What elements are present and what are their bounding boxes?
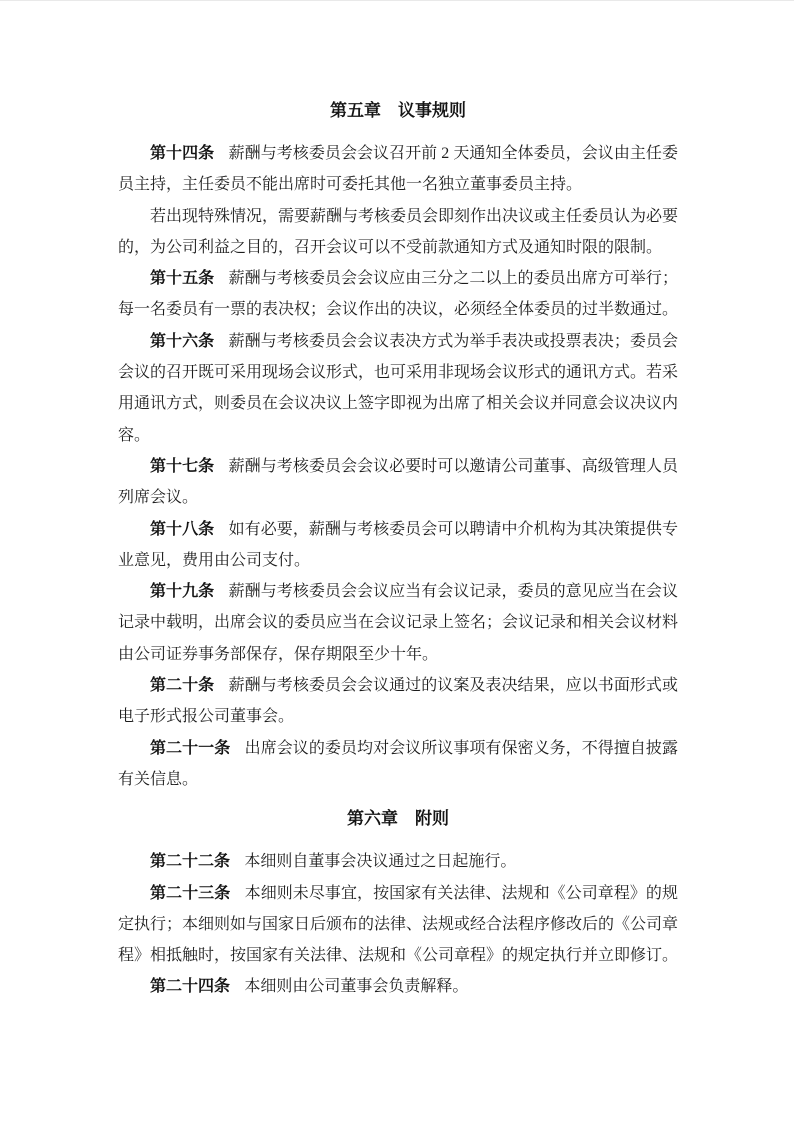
article-19 — [118, 576, 678, 670]
article-21 — [118, 733, 678, 796]
article-22-number: 第二十二条 — [150, 853, 231, 871]
article-24-text: 本细则由公司董事会负责解释。 — [244, 978, 469, 996]
article-17-number: 第十七条 — [150, 457, 215, 475]
chapter-6-heading: 第六章 附则 — [347, 809, 449, 829]
chapter-5-heading: 第五章 议事规则 — [330, 101, 466, 120]
article-15-text: 薪酬与考核委员会会议应由三分之二以上的委员出席方可举行；每一名委员有一票的表决权；会议作出的决议，必须经全体委员的过半数通过。 — [118, 270, 679, 319]
article-20 — [118, 670, 678, 733]
article-23-text: 本细则未尽事宜，按国家有关法律、法规和《公司章程》的规定执行；本细则如与国家日后颁布的法律、法规或经合法程序修改后的《公司章程》相抵触时，按国家有关法律、法规和《公司章程》的规定执行并立即修订。 — [118, 884, 679, 965]
article-15-number: 第十五条 — [150, 270, 215, 288]
article-14 — [118, 138, 678, 201]
article-23 — [118, 878, 678, 972]
article-24-number: 第二十四条 — [150, 978, 231, 996]
article-24 — [118, 971, 678, 1002]
article-21-text: 出席会议的委员均对会议所议事项有保密义务，不得擅自披露有关信息。 — [118, 739, 678, 788]
article-15 — [118, 263, 678, 326]
article-20-text: 薪酬与考核委员会会议通过的议案及表决结果，应以书面形式或电子形式报公司董事会。 — [118, 677, 678, 726]
article-14-paragraph-2-text: 若出现特殊情况，需要薪酬与考核委员会即刻作出决议或主任委员认为必要的，为公司利益之目的，召开会议可以不受前款通知方式及通知时限的限制。 — [118, 207, 679, 256]
article-14-paragraph-2 — [118, 201, 678, 264]
article-20-number: 第二十条 — [150, 677, 215, 695]
article-16-number: 第十六条 — [150, 332, 215, 350]
article-21-number: 第二十一条 — [150, 739, 231, 757]
article-17-text: 薪酬与考核委员会会议必要时可以邀请公司董事、高级管理人员列席会议。 — [118, 457, 678, 507]
article-18 — [118, 514, 678, 577]
article-16-text: 薪酬与考核委员会会议表决方式为举手表决或投票表决；委员会会议的召开既可采用现场会议形式，也可采用非现场会议形式的通讯方式。若采用通讯方式，则委员在会议决议上签字即视为出席了相关会议并同意会议决议内容。 — [118, 332, 679, 444]
article-14-text: 薪酬与考核委员会会议召开前 2 天通知全体委员，会议由主任委员主持，主任委员不能出席时可委托其他一名独立董事委员主持。 — [118, 145, 678, 194]
article-19-text: 薪酬与考核委员会会议应当有会议记录，委员的意见应当在会议记录中载明，出席会议的委员应当在会议记录上签名；会议记录和相关会议材料由公司证券事务部保存，保存期限至少十年。 — [118, 583, 679, 663]
article-17 — [118, 451, 678, 514]
article-18-text: 如有必要，薪酬与考核委员会可以聘请中介机构为其决策提供专业意见，费用由公司支付。 — [118, 520, 678, 569]
article-22 — [118, 846, 678, 877]
article-16 — [118, 326, 678, 451]
article-18-number: 第十八条 — [150, 520, 215, 538]
article-14-number: 第十四条 — [150, 145, 215, 162]
article-23-number: 第二十三条 — [150, 884, 231, 902]
article-19-number: 第十九条 — [150, 583, 215, 601]
article-22-text: 本细则自董事会决议通过之日起施行。 — [244, 853, 517, 871]
